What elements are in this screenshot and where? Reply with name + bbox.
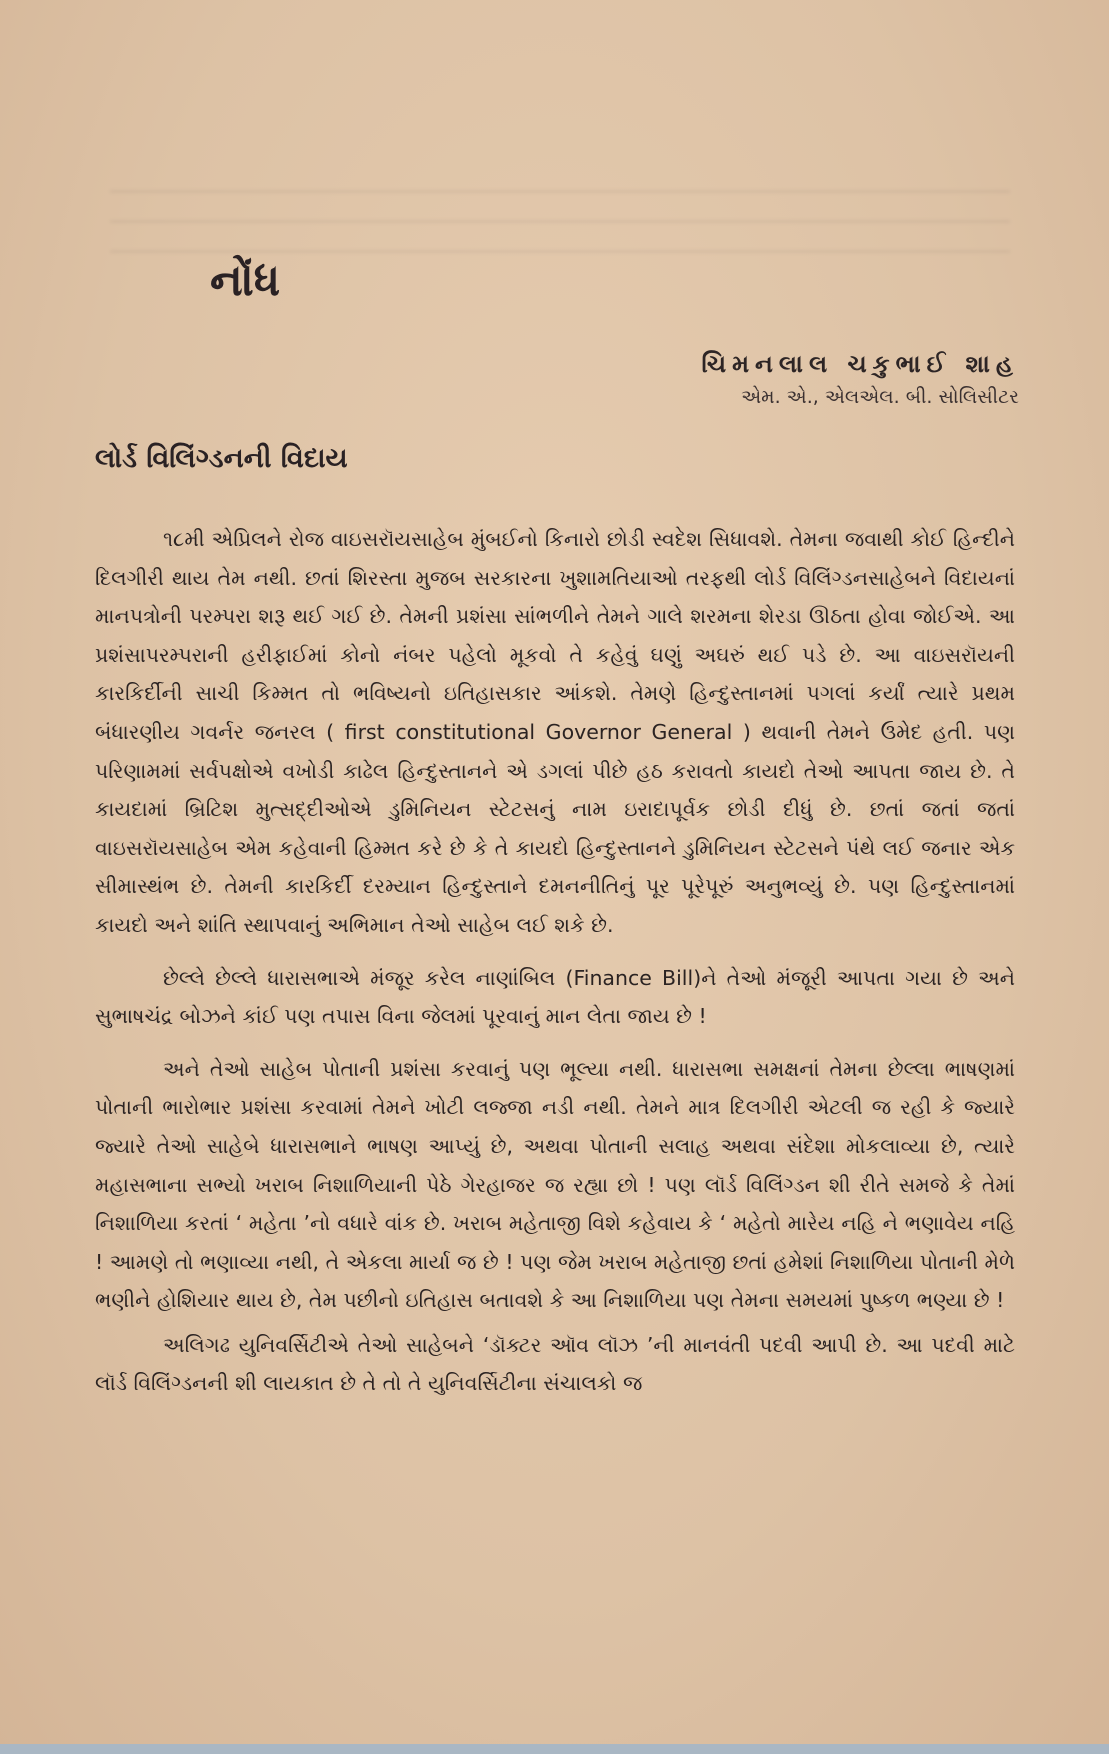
article-body — [95, 520, 1015, 1403]
paragraph: અલિગઢ યુનિવર્સિટીએ તેઓ સાહેબને ‘ડૉક્ટર ઑવ લૉઝ ’ની માનવંતી પદવી આપી છે. આ પદવી માટે લૉર્ડ વિલિંગ્ડનની શી લાયકાત છે તે તો તે યુનિવર્સિટીના સંચાલકો જ — [95, 1332, 1015, 1396]
author-name: ચિમનલાલ ચકુભાઈ શાહ — [701, 350, 1019, 378]
scan-edge — [0, 1744, 1109, 1754]
author-block — [701, 350, 1019, 408]
paragraph: ૧૮મી એપ્રિલને રોજ વાઇસરૉયસાહેબ મુંબઈનો કિનારો છોડી સ્વદેશ સિધાવશે. તેમના જવાથી કોઈ હિન્દીને દિલગીરી થાય તેમ નથી. છતાં શિરસ્તા મુજબ સરકારના ખુશામતિયાઓ તરફથી લોર્ડ વિલિંગ્ડનસાહેબને વિદાયનાં માનપત્રોની પરમ્પરા શરૂ થઈ ગઈ છે. તેમની પ્રશંસા સાંભળીને તેમને ગાલે શરમના શેરડા ઊઠતા હોવા જોઈએ. આ પ્રશંસાપરમ્પરાની હરીફાઈમાં કોનો નંબર પહેલો મૂકવો તે કહેવું ઘણું અઘરું થઈ પડે છે. આ વાઇસરૉયની કારકિર્દીની સાચી કિમ્મત તો ભવિષ્યનો ઇતિહાસકાર આંકશે. તેમણે હિન્દુસ્તાનમાં પગલાં કર્યાં ત્યારે પ્રથમ બંધારણીય ગવર્નર જનરલ ( first constitutional Governor General ) થવાની તેમને ઉમેદ હતી. પણ પરિણામમાં સર્વપક્ષોએ વખોડી કાઢેલ હિન્દુસ્તાનને એ ડગલાં પીછે હઠ કરાવતો કાયદો તેઓ આપતા જાય છે. તે કાયદામાં બ્રિટિશ મુત્સદ્દીઓએ ડુમિનિયન સ્ટેટસનું નામ ઇરાદાપૂર્વક છોડી દીધું છે. છતાં જતાં જતાં વાઇસરૉયસાહેબ એમ કહેવાની હિમ્મત કરે છે કે તે કાયદો હિન્દુસ્તાનને ડુમિનિયન સ્ટેટસને પંથે લઈ જનાર એક સીમાસ્થંભ છે. તેમની કારકિર્દી દરમ્યાન હિન્દુસ્તાને દમનનીતિનું પૂર પૂરેપૂરું અનુભવ્યું છે. પણ હિન્દુસ્તાનમાં કાયદો અને શાંતિ સ્થાપવાનું અભિમાન તેઓ સાહેબ લઈ શકે છે. — [95, 527, 1015, 937]
author-title: એમ. એ., એલએલ. બી. સોલિસીટર — [741, 386, 1019, 408]
paragraph: છેલ્લે છેલ્લે ધારાસભાએ મંજૂર કરેલ નાણાંબિલ (Finance Bill)ને તેઓ મંજૂરી આપતા ગયા છે અને સુભાષચંદ્ર બોઝને કાંઈ પણ તપાસ વિના જેલમાં પૂરવાનું માન લેતા જાય છે ! — [95, 965, 1015, 1029]
page-heading: નોંધ — [210, 255, 281, 306]
paragraph: અને તેઓ સાહેબ પોતાની પ્રશંસા કરવાનું પણ ભૂલ્યા નથી. ધારાસભા સમક્ષનાં તેમના છેલ્લા ભાષણમાં પોતાની ભારોભાર પ્રશંસા કરવામાં તેમને ખોટી લજ્જા નડી નથી. તેમને માત્ર દિલગીરી એટલી જ રહી કે જ્યારે જ્યારે તેઓ સાહેબે ધારાસભાને ભાષણ આપ્યું છે, અથવા પોતાની સલાહ અથવા સંદેશા મોકલાવ્યા છે, ત્યારે મહાસભાના સભ્યો ખરાબ નિશાળિયાની પેઠે ગેરહાજર જ રહ્યા છો ! પણ લૉર્ડ વિલિંગ્ડન શી રીતે સમજે કે તેમાં નિશાળિયા કરતાં ‘ મહેતા ’નો વધારે વાંક છે. ખરાબ મહેતાજી વિશે કહેવાય કે ‘ મહેતો મારેય નહિ ને ભણાવેય નહિ ! આમણે તો ભણાવ્યા નથી, તે એકલા માર્યા જ છે ! પણ જેમ ખરાબ મહેતાજી છતાં હમેશાં નિશાળિયા પોતાની મેળે ભણીને હોશિયાર થાય છે, તેમ પછીનો ઇતિહાસ બતાવશે કે આ નિશાળિયા પણ તેમના સમયમાં પુષ્કળ ભણ્યા છે ! — [95, 1056, 1015, 1313]
section-title: લોર્ડ વિલિંગ્ડનની વિદાય — [95, 443, 348, 474]
show-through-text — [110, 190, 1010, 260]
